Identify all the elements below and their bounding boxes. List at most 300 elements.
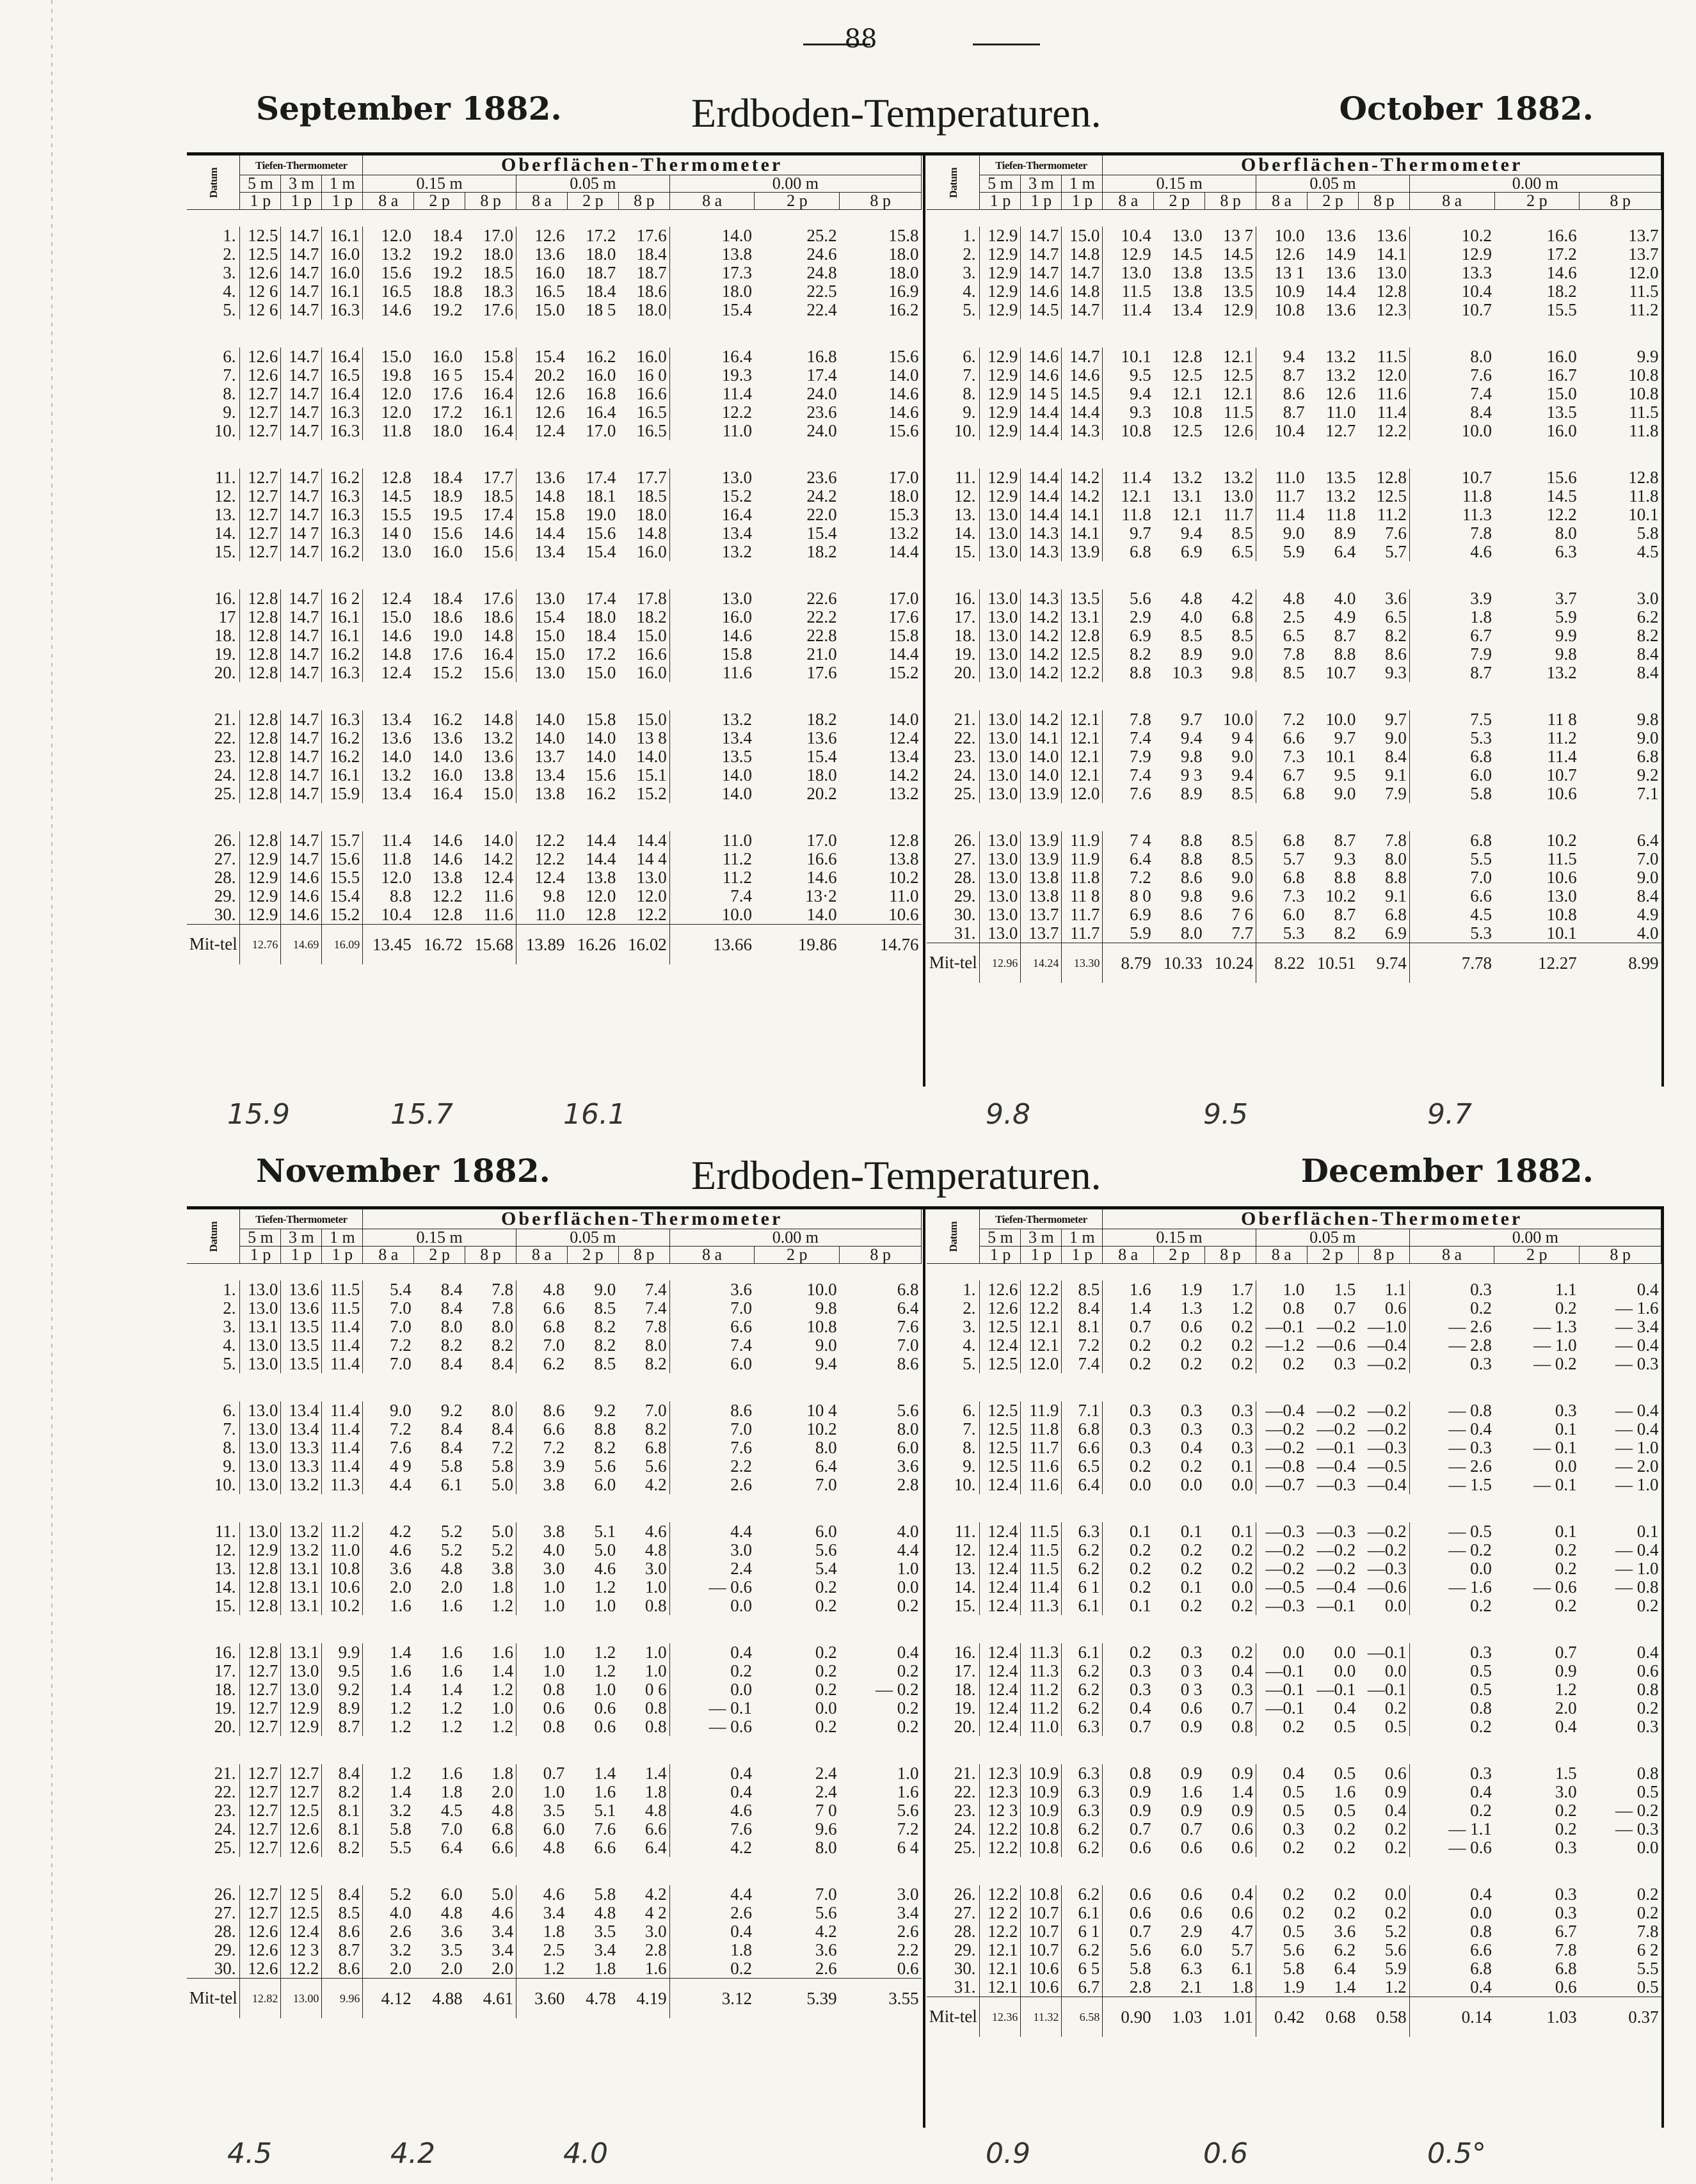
table-row (187, 1699, 922, 1718)
value-cell: 16.0 (322, 245, 363, 264)
value-cell: 13.4 (721, 524, 752, 543)
value-cell: 1.6 (389, 1597, 412, 1615)
value-cell: 10.8 (1628, 385, 1659, 403)
value-cell: 13.0 (721, 468, 752, 487)
value-cell: 7.0 (618, 1401, 669, 1420)
value-cell: 8.1 (322, 1801, 363, 1820)
mean-label: Mit-tel (187, 925, 240, 965)
value-cell: 25.2 (806, 227, 837, 245)
depth-header: 5 m (980, 1229, 1021, 1247)
value-cell: 8.4 (1470, 403, 1492, 422)
value-cell: 0.3 (1470, 1355, 1492, 1373)
value-cell: 13.2 (1172, 468, 1203, 487)
value-cell: 13.0 (381, 543, 412, 561)
table-row (927, 1959, 1661, 1978)
value-cell: 9 3 (1180, 766, 1203, 785)
table-row (927, 1764, 1661, 1783)
value-cell: 12.8 (240, 1559, 281, 1578)
value-cell: 13.0 (240, 1401, 281, 1420)
value-cell: 10.9 (1021, 1764, 1062, 1783)
value-cell: 14.6 (281, 868, 322, 887)
value-cell: 18.0 (721, 282, 752, 301)
value-cell: 19.5 (432, 506, 463, 524)
value-cell: 6.8 (1636, 747, 1659, 766)
value-cell: 12.2 (1358, 422, 1409, 440)
value-cell: 16.0 (618, 543, 669, 561)
value-cell: 12.4 (980, 1476, 1021, 1494)
value-cell: 1.2 (440, 1699, 463, 1718)
value-cell: 19.2 (432, 245, 463, 264)
day-cell: 1. (927, 1280, 980, 1299)
day-cell: 15. (187, 1597, 240, 1615)
day-cell: 11. (927, 468, 980, 487)
value-cell: 12.5 (1172, 366, 1203, 385)
value-cell: 7.4 (1129, 729, 1151, 747)
value-cell: 12.6 (1274, 245, 1305, 264)
header-row-2 (187, 175, 922, 193)
value-cell: — 1.0 (1615, 1559, 1659, 1578)
table-row (927, 608, 1661, 626)
day-cell: 22. (187, 1783, 240, 1801)
value-cell: 14.0 (586, 729, 616, 747)
value-cell: 6.4 (440, 1838, 463, 1857)
value-cell: 1.6 (618, 1959, 669, 1979)
value-cell: 14.4 (586, 850, 616, 868)
value-cell: 6 1 (1062, 1922, 1103, 1941)
value-cell: 8.2 (440, 1336, 463, 1355)
value-cell: — 0.3 (1615, 1355, 1659, 1373)
value-cell: 12.2 (1021, 1299, 1062, 1318)
value-cell: 11.4 (722, 385, 752, 403)
table-row (187, 347, 922, 366)
value-cell: 1.6 (440, 1643, 463, 1662)
value-cell: 13.0 (240, 1420, 281, 1439)
table-row (187, 1597, 922, 1615)
value-cell: 7.4 (1470, 385, 1492, 403)
value-cell: 12.7 (240, 487, 281, 506)
depth-header: 1 m (322, 175, 363, 193)
hour-header: 1 p (1021, 193, 1062, 210)
value-cell: 15.9 (322, 785, 363, 803)
value-cell: 8.2 (594, 1318, 616, 1336)
mean-row (927, 1997, 1661, 2037)
table-row (927, 487, 1661, 506)
value-cell: —0.3 (1358, 1439, 1409, 1457)
value-cell: 7.0 (730, 1299, 752, 1318)
day-cell: 28. (187, 1922, 240, 1941)
datum-header: Datum (927, 155, 980, 210)
value-cell: 0.6 (1358, 1764, 1409, 1783)
value-cell: 11.8 (1462, 487, 1492, 506)
day-cell: 12. (187, 487, 240, 506)
value-cell: 0.0 (1358, 1885, 1409, 1904)
value-cell: 13.0 (240, 1476, 281, 1494)
value-cell: 5.4 (815, 1559, 837, 1578)
value-cell: 0.6 (897, 1959, 919, 1978)
value-cell: 14.9 (1325, 245, 1356, 264)
value-cell: 12.5 (240, 227, 281, 245)
value-cell: 14 7 (281, 524, 322, 543)
value-cell: 14.7 (281, 347, 322, 366)
hour-header: 2 p (755, 193, 840, 210)
value-cell: 12.8 (240, 645, 281, 664)
value-cell: 12.6 (980, 1280, 1021, 1299)
value-cell: 14.0 (1021, 766, 1062, 785)
value-cell: 9.7 (1334, 729, 1356, 747)
value-cell: 9.0 (1334, 785, 1356, 803)
mean-label: Mit-tel (187, 1979, 240, 2019)
value-cell: 0.4 (897, 1643, 919, 1662)
value-cell: 0.3 (1129, 1401, 1151, 1420)
value-cell: 16.1 (322, 227, 363, 245)
table-row (927, 626, 1661, 645)
value-cell: 1.8 (1204, 1978, 1256, 1997)
value-cell: 6.0 (1180, 1941, 1203, 1959)
value-cell: 18.0 (465, 245, 516, 264)
value-cell: 9.9 (1555, 626, 1577, 645)
value-cell: 7.6 (594, 1820, 616, 1838)
value-cell: 6 2 (1636, 1941, 1659, 1959)
value-cell: 15.6 (888, 347, 919, 366)
value-cell: 0.1 (1636, 1522, 1659, 1541)
value-cell: —0.1 (1265, 1318, 1305, 1336)
value-cell: 4.2 (618, 1476, 669, 1494)
value-cell: 6.3 (1062, 1783, 1103, 1801)
value-cell: 0.2 (1129, 1541, 1151, 1559)
table-row (187, 626, 922, 645)
value-cell: 2.0 (389, 1578, 412, 1597)
hour-header: 1 p (240, 1247, 281, 1264)
value-cell: 16.1 (465, 403, 516, 422)
value-cell: 0.0 (1283, 1643, 1305, 1662)
value-cell: — 0.1 (1533, 1439, 1577, 1457)
value-cell: 1.2 (594, 1578, 616, 1597)
value-cell: 9.7 (1180, 710, 1203, 729)
value-cell: 14.7 (1021, 245, 1062, 264)
value-cell: 11.6 (465, 887, 516, 905)
value-cell: 8.5 (1205, 626, 1256, 645)
value-cell: 0.2 (1358, 1820, 1409, 1838)
value-cell: 7.8 (1470, 524, 1492, 543)
value-cell: 0.3 (1555, 1838, 1577, 1857)
value-cell: 6.2 (543, 1355, 565, 1373)
value-cell: 3.0 (897, 1885, 919, 1904)
value-cell: 12.9 (240, 1541, 281, 1559)
value-cell: 6.8 (1358, 905, 1409, 924)
value-cell: 10.4 (1121, 227, 1151, 245)
value-cell: 6.2 (1636, 608, 1659, 626)
value-cell: 6.0 (1470, 766, 1492, 785)
value-cell: 12.8 (1628, 468, 1659, 487)
value-cell: 14.3 (1062, 422, 1103, 440)
value-cell: 13.5 (1205, 264, 1256, 282)
value-cell: 15.0 (1062, 227, 1103, 245)
table-row (927, 1420, 1661, 1439)
value-cell: 2.2 (897, 1941, 919, 1959)
value-cell: 3.5 (594, 1922, 616, 1941)
value-cell: 15.2 (721, 487, 752, 506)
value-cell: 14.7 (281, 301, 322, 319)
value-cell: 16.1 (322, 282, 363, 301)
value-cell: 9.0 (1283, 524, 1305, 543)
mean-value: 12.36 (980, 1997, 1021, 2037)
value-cell: —0.4 (1316, 1457, 1356, 1476)
value-cell: — 0.3 (1615, 1820, 1659, 1838)
day-cell: 19. (927, 1699, 980, 1718)
value-cell: 14 0 (381, 524, 412, 543)
value-cell: —0.4 (1265, 1401, 1305, 1420)
day-cell: 24. (187, 1820, 240, 1838)
value-cell: —0.8 (1265, 1457, 1305, 1476)
value-cell: 4.0 (1636, 924, 1659, 943)
value-cell: 14.0 (586, 747, 616, 766)
right-month-title: October 1882. (1339, 90, 1594, 127)
value-cell: 8.0 (618, 1336, 669, 1355)
hour-header: 8 p (1358, 1247, 1409, 1264)
value-cell: 0.2 (1470, 1801, 1492, 1820)
hour-header: 1 p (980, 193, 1021, 210)
value-cell: 16.1 (322, 626, 363, 645)
value-cell: 0 6 (618, 1680, 669, 1699)
value-cell: 12.0 (1628, 264, 1659, 282)
value-cell: 13.0 (980, 589, 1021, 608)
value-cell: 16.8 (586, 385, 616, 403)
value-cell: 13.2 (1205, 468, 1256, 487)
value-cell: 12.8 (1172, 347, 1203, 366)
table-row (187, 1578, 922, 1597)
value-cell: 10.2 (322, 1597, 363, 1615)
value-cell: 13.1 (281, 1597, 322, 1615)
value-cell: 0.8 (1204, 1718, 1256, 1736)
hour-header: 8 p (840, 1247, 922, 1264)
table-row (187, 245, 922, 264)
value-cell: — 0.4 (1615, 1420, 1659, 1439)
mean-value: 4.88 (414, 1979, 465, 2019)
value-cell: 5.2 (440, 1522, 463, 1541)
value-cell: 11.4 (381, 831, 412, 850)
value-cell: 8.0 (1180, 924, 1203, 943)
value-cell: 15.6 (465, 543, 516, 561)
mean-value: 8.79 (1103, 943, 1154, 984)
mean-value: 0.90 (1103, 1997, 1154, 2037)
value-cell: 14.5 (1172, 245, 1203, 264)
value-cell: 6.8 (1062, 1420, 1103, 1439)
value-cell: 14.0 (381, 747, 412, 766)
value-cell: 16.0 (432, 347, 463, 366)
value-cell: 0.2 (897, 1718, 919, 1736)
value-cell: 14.7 (281, 264, 322, 282)
value-cell: 0.2 (1180, 1336, 1203, 1355)
surface-depth-header: 0.15 m (1103, 175, 1256, 193)
value-cell: 16.5 (618, 422, 669, 440)
value-cell: 0.8 (1636, 1764, 1659, 1783)
value-cell: 18.2 (806, 543, 837, 561)
value-cell: 5.5 (1636, 1959, 1659, 1978)
mean-row (187, 1979, 922, 2019)
value-cell: 0.1 (1129, 1597, 1151, 1615)
value-cell: 8.4 (440, 1420, 463, 1439)
table-row (187, 1280, 922, 1299)
value-cell: 1.6 (465, 1643, 516, 1662)
hour-header: 8 p (618, 1247, 669, 1264)
value-cell: 13.4 (281, 1401, 322, 1420)
value-cell: 0.3 (1204, 1401, 1256, 1420)
value-cell: 1.6 (440, 1662, 463, 1680)
value-cell: 12.5 (281, 1801, 322, 1820)
value-cell: 1.0 (1283, 1280, 1305, 1299)
value-cell: 13.0 (980, 543, 1021, 561)
value-cell: 15.4 (534, 347, 565, 366)
value-cell: 5.8 (594, 1885, 616, 1904)
value-cell: 13.4 (1172, 301, 1203, 319)
hour-header: 8 p (618, 193, 669, 210)
value-cell: 5.0 (594, 1541, 616, 1559)
value-cell: 13.0 (534, 589, 565, 608)
value-cell: — 0.5 (1448, 1522, 1492, 1541)
value-cell: 14.2 (1021, 626, 1062, 645)
value-cell: 11.4 (1358, 403, 1409, 422)
value-cell: 16.4 (465, 422, 516, 440)
day-cell: 21. (187, 1764, 240, 1783)
value-cell: 14.7 (281, 487, 322, 506)
value-cell: 12.9 (980, 366, 1021, 385)
value-cell: 16.5 (322, 366, 363, 385)
oberflaechen-header: Oberflächen-Thermometer (363, 1209, 922, 1229)
value-cell: 6.8 (465, 1820, 516, 1838)
value-cell: 18.0 (888, 487, 919, 506)
hour-header: 8 a (363, 1247, 414, 1264)
value-cell: 1.2 (1555, 1680, 1577, 1699)
table-row (187, 1718, 922, 1736)
value-cell: 15.0 (534, 626, 565, 645)
value-cell: —0.1 (1316, 1680, 1356, 1699)
table-row (187, 1680, 922, 1699)
value-cell: 5.0 (465, 1476, 516, 1494)
value-cell: 14.2 (1021, 710, 1062, 729)
table-row (927, 468, 1661, 487)
value-cell: 4.6 (594, 1559, 616, 1578)
depth-header: 1 m (1062, 175, 1103, 193)
value-cell: 13.8 (721, 245, 752, 264)
value-cell: 3.6 (897, 1457, 919, 1476)
value-cell: 12.6 (980, 1299, 1021, 1318)
value-cell: 3.0 (543, 1559, 565, 1578)
value-cell: 14.0 (721, 766, 752, 785)
value-cell: 0.2 (1636, 1885, 1659, 1904)
table-row (927, 524, 1661, 543)
day-cell: 18. (187, 1680, 240, 1699)
value-cell: 1.2 (389, 1764, 412, 1783)
value-cell: 12.2 (1021, 1280, 1062, 1299)
value-cell: 14.7 (281, 729, 322, 747)
value-cell: 6.4 (1129, 850, 1151, 868)
value-cell: 8.0 (1358, 850, 1409, 868)
value-cell: —0.2 (1358, 1522, 1409, 1541)
value-cell: 6.7 (1470, 626, 1492, 645)
value-cell: 13.5 (1546, 403, 1577, 422)
value-cell: 4.4 (389, 1476, 412, 1494)
hour-header: 2 p (414, 1247, 465, 1264)
value-cell: 0.8 (543, 1718, 565, 1736)
mean-value: 11.32 (1021, 1997, 1062, 2037)
value-cell: —0.5 (1358, 1457, 1409, 1476)
value-cell: 0.2 (1129, 1643, 1151, 1662)
table-row (927, 1280, 1661, 1299)
value-cell: 9.3 (1358, 664, 1409, 682)
value-cell: 2.0 (440, 1578, 463, 1597)
value-cell: 0.9 (1180, 1801, 1203, 1820)
table-row (927, 1439, 1661, 1457)
right-rule (1661, 1209, 1664, 2128)
value-cell: 0.2 (1204, 1355, 1256, 1373)
value-cell: 12.9 (1205, 301, 1256, 319)
day-cell: 17 (187, 608, 240, 626)
table-row (927, 1718, 1661, 1736)
mean-value: 0.42 (1256, 1997, 1307, 2037)
value-cell: 0.0 (730, 1597, 752, 1615)
value-cell: 10.0 (721, 905, 752, 924)
value-cell: 16.6 (618, 645, 669, 664)
value-cell: 16.1 (322, 766, 363, 785)
value-cell: 16.4 (721, 347, 752, 366)
value-cell: 11.4 (1121, 468, 1151, 487)
value-cell: — 0.2 (876, 1680, 919, 1699)
value-cell: 15.4 (721, 301, 752, 319)
value-cell: 11.5 (1021, 1522, 1062, 1541)
value-cell: 14.2 (465, 850, 516, 868)
value-cell: 16.2 (586, 347, 616, 366)
value-cell: 18.5 (465, 487, 516, 506)
value-cell: 1.1 (1555, 1280, 1577, 1299)
value-cell: 7.0 (389, 1355, 412, 1373)
value-cell: 14.6 (432, 831, 463, 850)
value-cell: 6.0 (730, 1355, 752, 1373)
value-cell: 1.8 (440, 1783, 463, 1801)
table-row (187, 1643, 922, 1662)
value-cell: 8.6 (322, 1959, 363, 1979)
table-row (187, 850, 922, 868)
value-cell: 13.0 (240, 1280, 281, 1299)
table-row (927, 785, 1661, 803)
value-cell: —0.1 (1316, 1597, 1356, 1615)
value-cell: 17.7 (465, 468, 516, 487)
pencil-annotation: 16.1 (563, 1098, 626, 1131)
value-cell: 0 3 (1180, 1680, 1203, 1699)
group-spacer (927, 1615, 1661, 1643)
value-cell: 7.8 (1129, 710, 1151, 729)
value-cell: 6.6 (1470, 1941, 1492, 1959)
value-cell: 12.0 (1358, 366, 1409, 385)
value-cell: 3.8 (465, 1559, 516, 1578)
value-cell: 14.5 (1546, 487, 1577, 506)
value-cell: 9.2 (1636, 766, 1659, 785)
value-cell: 8.0 (815, 1439, 837, 1457)
value-cell: 4.8 (618, 1541, 669, 1559)
value-cell: 0.2 (1636, 1597, 1659, 1615)
value-cell: 13.6 (1325, 264, 1356, 282)
value-cell: 5.4 (389, 1280, 412, 1299)
hour-header: 8 p (465, 1247, 516, 1264)
value-cell: 8.7 (1283, 366, 1305, 385)
value-cell: 8.2 (1636, 626, 1659, 645)
day-cell: 28. (927, 1922, 980, 1941)
value-cell: 8.2 (465, 1336, 516, 1355)
value-cell: 0.6 (1358, 1299, 1409, 1318)
value-cell: 15.6 (888, 422, 919, 440)
value-cell: 0.8 (1470, 1699, 1492, 1718)
value-cell: 11.7 (1021, 1439, 1062, 1457)
value-cell: 11.5 (322, 1280, 363, 1299)
